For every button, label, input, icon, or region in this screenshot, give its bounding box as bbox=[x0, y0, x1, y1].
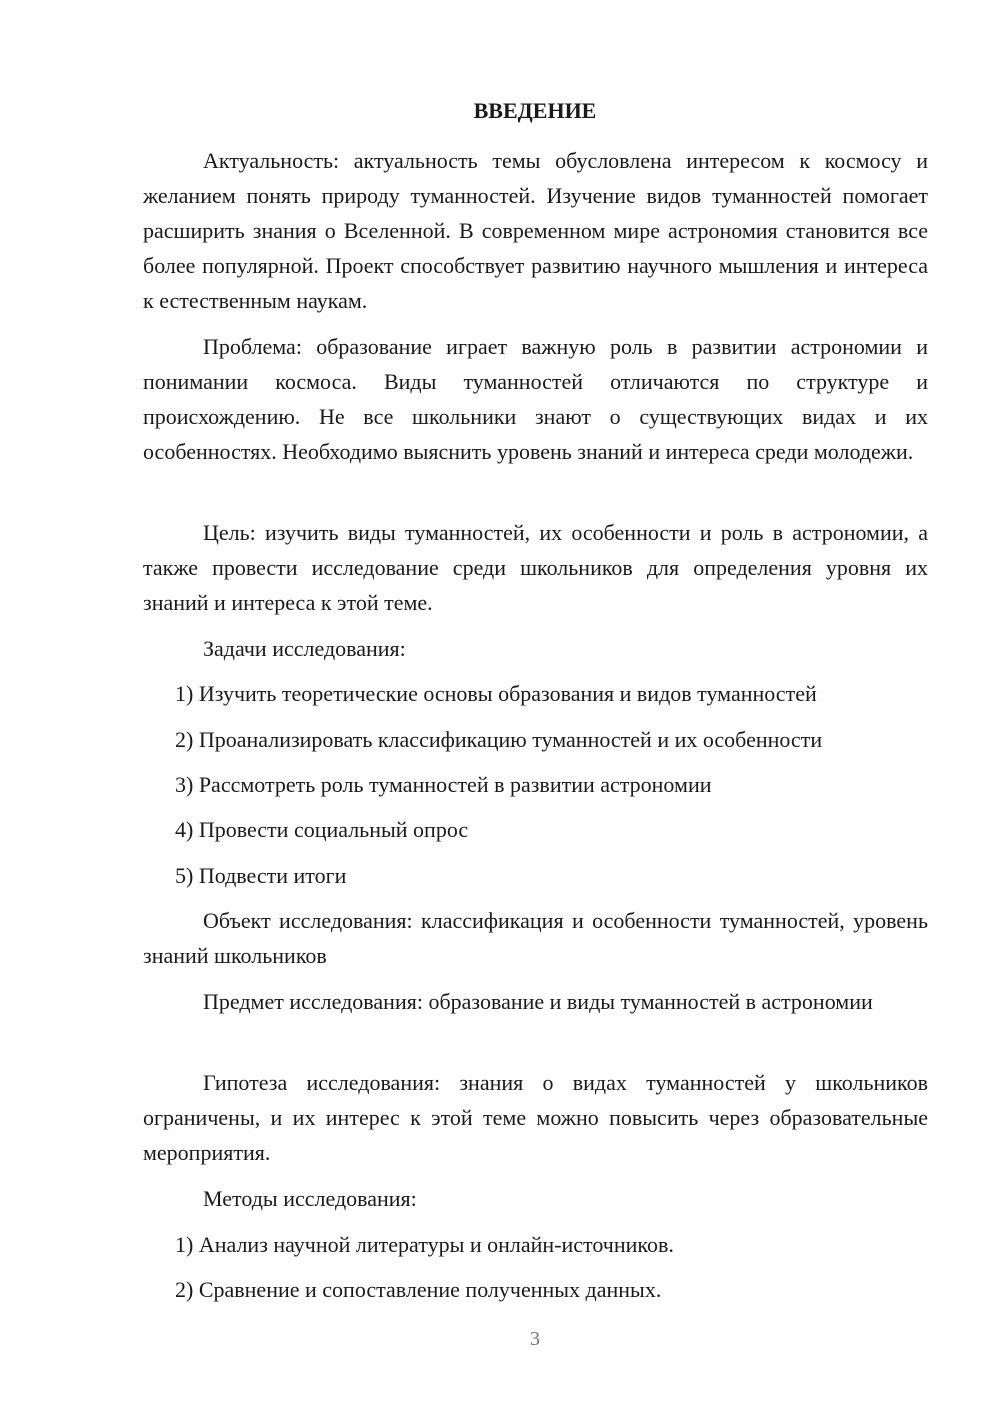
hypothesis-paragraph: Гипотеза исследования: знания о видах туманностей у школьников ограничены, и их интерес к этой теме можно повысить через образовательные мероприятия. bbox=[143, 1070, 928, 1165]
object-paragraph: Объект исследования: классификация и особенности туманностей, уровень знаний школьников bbox=[143, 908, 928, 968]
tasks-heading: Задачи исследования: bbox=[203, 636, 406, 661]
method-item: 2) Сравнение и сопоставление полученных данных. bbox=[175, 1277, 662, 1302]
relevance-paragraph: Актуальность: актуальность темы обусловлена интересом к космосу и желанием понять природу туманностей. Изучение видов туманностей помогает расширить знания о Вселенной. В современном мире астрономия становится все более популярной. Проект способствует развитию научного мышления и интереса к естественным наукам. bbox=[143, 148, 928, 313]
page-number: 3 bbox=[530, 1328, 540, 1350]
task-item: 3) Рассмотреть роль туманностей в развитии астрономии bbox=[175, 772, 712, 797]
task-item: 1) Изучить теоретические основы образования и видов туманностей bbox=[175, 681, 817, 706]
method-item: 1) Анализ научной литературы и онлайн-источников. bbox=[175, 1232, 674, 1257]
problem-paragraph: Проблема: образование играет важную роль в развитии астрономии и понимании космоса. Виды туманностей отличаются по структуре и происхождению. Не все школьники знают о существующих видах и их особенностях. Необходимо выяснить уровень знаний и интереса среди молодежи. bbox=[143, 334, 928, 464]
task-item: 4) Провести социальный опрос bbox=[175, 817, 469, 842]
goal-paragraph: Цель: изучить виды туманностей, их особенности и роль в астрономии, а также провести исследование среди школьников для определения уровня их знаний и интереса к этой теме. bbox=[143, 520, 928, 615]
task-item: 5) Подвести итоги bbox=[175, 863, 347, 888]
methods-heading: Методы исследования: bbox=[203, 1186, 417, 1211]
subject-paragraph: Предмет исследования: образование и виды туманностей в астрономии bbox=[203, 989, 873, 1014]
task-item: 2) Проанализировать классификацию туманностей и их особенности bbox=[175, 727, 823, 752]
page-title: ВВЕДЕНИЕ bbox=[473, 98, 597, 123]
